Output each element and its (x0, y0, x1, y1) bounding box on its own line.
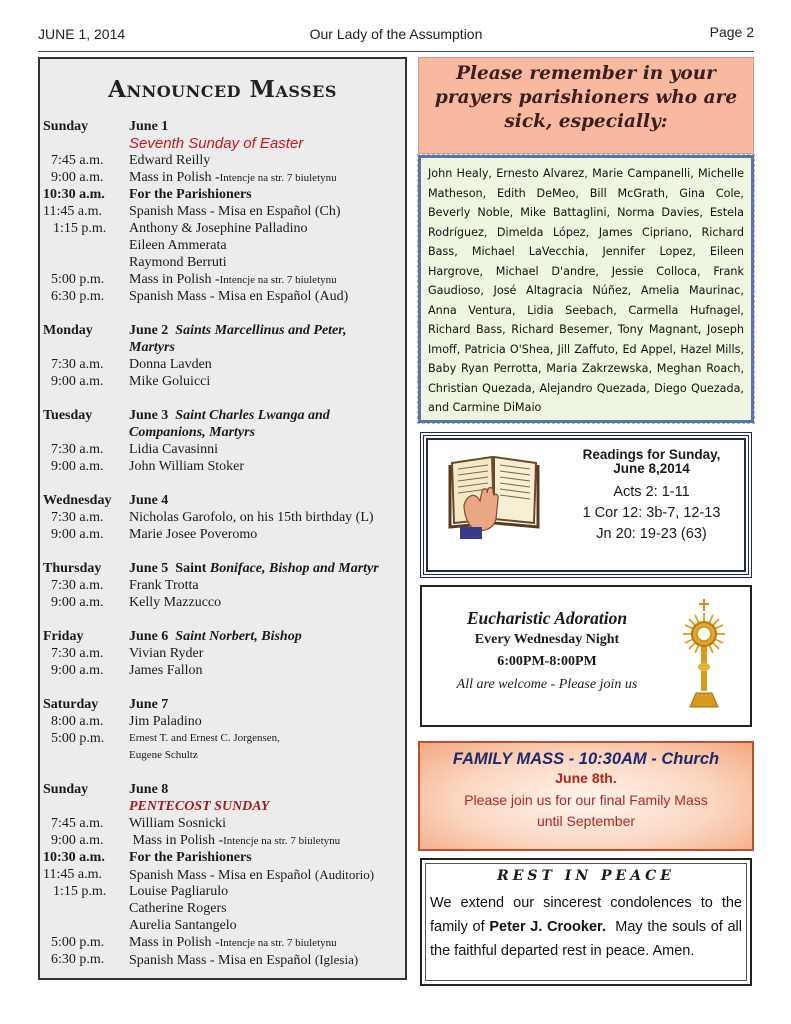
mass-row: Eugene Schultz (129, 749, 198, 761)
adoration-text (430, 607, 664, 697)
reading-1: Acts 2: 1-11 (613, 484, 690, 500)
adoration-time: 6:00PM-8:00PM (497, 654, 597, 669)
monstrance-icon (674, 597, 734, 715)
mass-row: 7:30 a.m. Lidia Cavasinni (51, 442, 219, 457)
family-mass-box (418, 741, 754, 851)
readings-date: June 8,2014 (613, 461, 690, 476)
mass-row: 9:00 a.m. John William Stoker (51, 459, 245, 474)
feast-title: Seventh Sunday of Easter (129, 135, 304, 152)
sick-names: John Healy, Ernesto Alvarez, Marie Campanelli, Michelle Matheson, Edith DeMeo, Bill McGrath, Gina Cole, Beverly Noble, Mike Battaglini, Norma Davies, Estela Rodríguez, Dimelda López, James Cipriano, Richard Bass, Michael LaVecchia, Jennifer Lopez, Eileen Hargrove, Michael D'andre, Jessie Colloca, Frank Gaudioso, José Altagracia Núñez, Amelia Maurinac, Anna Ventura, Lidia Seebach, Carmella Hufnagel, Richard Bass, Richard Besemer, Tony Magnant, Joseph Imoff, Patricia O'Shea, Jill Zaffuto, Ed Appel, Hazel Mills, Baby Ryan Perrotta, Maria Zakrzewska, Meghan Roach, Christian Quezada, Alejandro Quezada, Diego Quezada, and Carmine DiMaio (428, 167, 744, 414)
feast-row: PENTECOST SUNDAY (129, 799, 270, 814)
mass-row: 11:45 a.m. Spanish Mass - Misa en Español (Ch) (43, 204, 341, 219)
header-page: Page 2 (709, 24, 754, 40)
mass-row: 5:00 p.m. Ernest T. and Ernest C. Jorgensen, (51, 731, 280, 746)
mass-schedule (43, 118, 405, 968)
header-parish: Our Lady of the Assumption (309, 26, 483, 42)
masses-title: Announced Masses (108, 76, 337, 103)
mass-row: Aurelia Santangelo (129, 918, 237, 933)
mass-row: 7:30 a.m. Nicholas Garofolo, on his 15th birthday (L) (51, 510, 374, 525)
mass-row: 7:45 a.m. Edward Reilly (51, 153, 211, 168)
mass-row: 7:30 a.m. Frank Trotta (51, 578, 199, 593)
rest-in-peace-box (420, 858, 752, 986)
mass-row: 8:00 a.m. Jim Paladino (51, 714, 202, 729)
header-rule (38, 51, 754, 52)
mass-row: 9:00 a.m. Kelly Mazzucco (51, 595, 222, 610)
rip-message: We extend our sincerest condolences to the family of Peter J. Crooker. May the souls of all the faithful departed rest in peace. Amen. (430, 895, 742, 959)
day-name: Sunday (43, 119, 89, 134)
mass-row: Raymond Berruti (129, 255, 227, 270)
prayer-heading: Please remember in your prayers parishioners who are sick, especially: (434, 63, 738, 132)
prayer-request-heading-box (418, 57, 754, 154)
mass-row: 5:00 p.m. Mass in Polish -Intencje na str. 7 biuletynu (51, 935, 337, 950)
readings-heading: Readings for Sunday, (582, 447, 721, 462)
mass-row: Catherine Rogers (129, 901, 227, 916)
mass-row: 11:45 a.m. Spanish Mass - Misa en Español (Auditorio) (43, 867, 375, 883)
family-mass-message: Please join us for our final Family Mass until September (464, 792, 708, 829)
rip-title: REST IN PEACE (497, 868, 675, 884)
mass-row: 6:30 p.m. Spanish Mass - Misa en Español (Iglesia) (51, 952, 359, 968)
family-mass-date: June 8th. (555, 770, 617, 786)
sick-list-box (418, 155, 754, 423)
day-row: Wednesday June 4 (43, 493, 169, 508)
mass-row: 9:00 a.m. Mass in Polish -Intencje na str. 7 biuletynu (51, 170, 337, 185)
day-row: Monday June 2 Saints Marcellinus and Peter, (43, 323, 347, 338)
mass-row: 10:30 a.m. For the Parishioners (43, 187, 252, 202)
mass-row: 9:00 a.m. Mass in Polish -Intencje na str. 7 biuletynu (51, 833, 341, 848)
adoration-title: Eucharistic Adoration (466, 608, 628, 628)
day-row: Sunday June 8 (43, 782, 169, 797)
readings-box (420, 432, 752, 578)
mass-row: Eileen Ammerata (129, 238, 227, 253)
reading-3: Jn 20: 19-23 (63) (596, 526, 707, 542)
mass-row: 10:30 a.m. For the Parishioners (43, 850, 252, 865)
mass-row: 9:00 a.m. James Fallon (51, 663, 203, 678)
feast-row: Martyrs (129, 340, 175, 355)
bible-hand-icon (446, 453, 542, 541)
mass-row: 9:00 a.m. Marie Josee Poveromo (51, 527, 258, 542)
adoration-welcome: All are welcome - Please join us (456, 677, 638, 692)
day-row: Saturday June 7 (43, 697, 169, 712)
reading-2: 1 Cor 12: 3b-7, 12-13 (582, 505, 721, 521)
day-row: Thursday June 5 Saint Boniface, Bishop and Martyr (43, 561, 379, 576)
readings-text (554, 448, 749, 545)
mass-row: 1:15 p.m. Louise Pagliarulo (53, 884, 229, 899)
family-mass-title: FAMILY MASS - 10:30AM - Church (452, 750, 720, 768)
announced-masses-panel (38, 57, 407, 980)
page-header (38, 26, 754, 46)
mass-row: 9:00 a.m. Mike Goluicci (51, 374, 211, 389)
day-row: Tuesday June 3 Saint Charles Lwanga and (43, 408, 330, 423)
header-date: JUNE 1, 2014 (38, 26, 126, 42)
adoration-day: Every Wednesday Night (474, 632, 620, 647)
day-row: Friday June 6 Saint Norbert, Bishop (43, 629, 302, 644)
mass-row: 7:45 a.m. William Sosnicki (51, 816, 227, 831)
mass-row: 5:00 p.m. Mass in Polish -Intencje na str. 7 biuletynu (51, 272, 337, 287)
day-row (43, 118, 405, 135)
mass-row: 6:30 p.m. Spanish Mass - Misa en Español (Aud) (51, 289, 349, 304)
mass-row: 7:30 a.m. Vivian Ryder (51, 646, 204, 661)
deceased-name: Peter J. Crooker. (489, 919, 606, 935)
feast-row: Companions, Martyrs (129, 425, 256, 440)
mass-row: 1:15 p.m. Anthony & Josephine Palladino (53, 221, 308, 236)
day-date: June 1 (129, 119, 169, 134)
mass-row: 7:30 a.m. Donna Lavden (51, 357, 212, 372)
feast-row (43, 135, 405, 152)
adoration-box (420, 585, 752, 727)
